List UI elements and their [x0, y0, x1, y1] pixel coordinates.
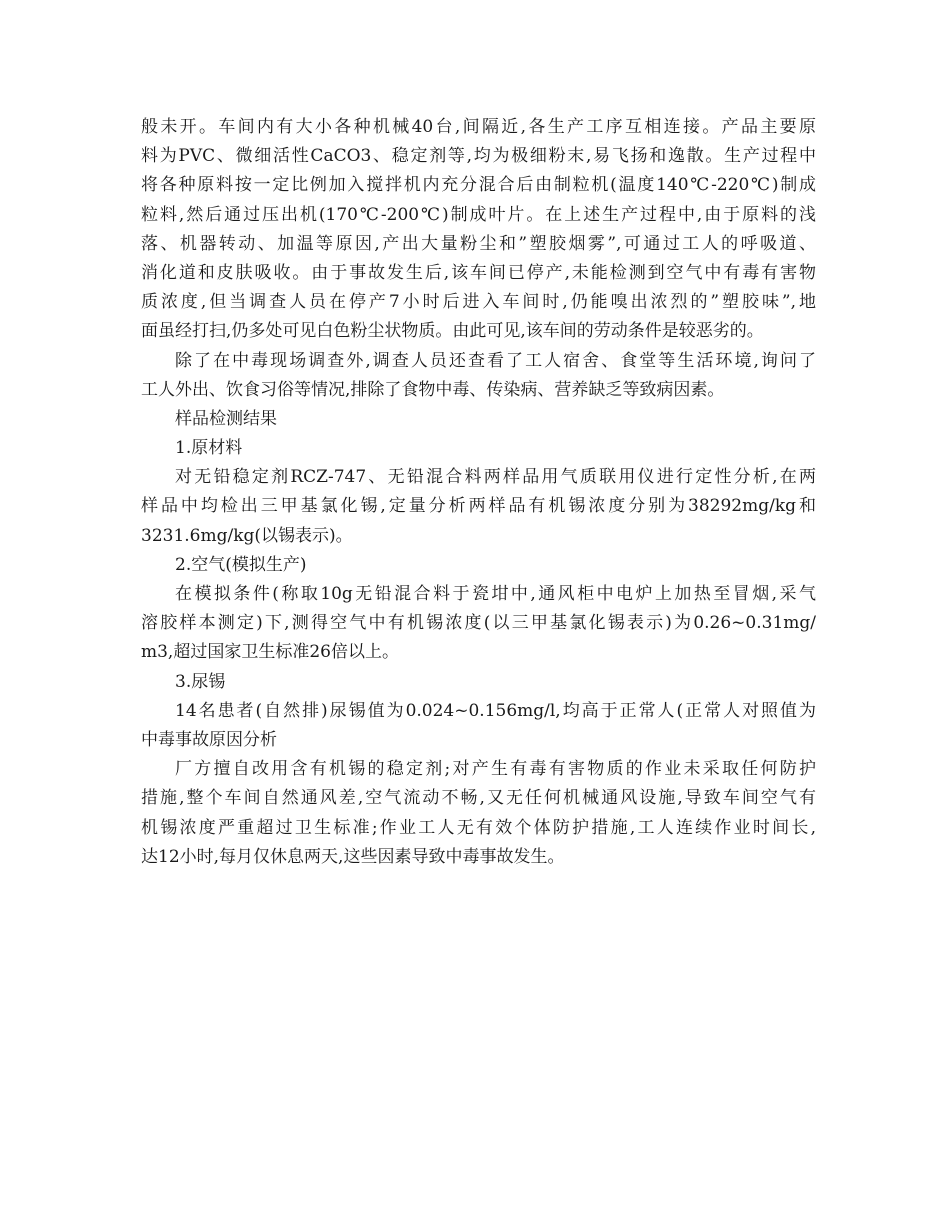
text-line: 达12小时,每月仅休息两天,这些因素导致中毒事故发生。 — [141, 846, 565, 867]
text-line: 质浓度,但当调查人员在停产7小时后进入车间时,仍能嗅出浓烈的”塑胶味”,地 — [141, 292, 816, 313]
text-line: 在模拟条件(称取10g无铅混合料于瓷坩中,通风柜中电炉上加热至冒烟,采气 — [175, 584, 816, 604]
text-line: 14名患者(自然排)尿锡值为0.024~0.156mg/l,均高于正常人(正常人对照值为 — [175, 700, 816, 721]
document-body — [141, 113, 816, 872]
text-line: 粒料,然后通过压出机(170℃-200℃)制成叶片。在上述生产过程中,由于原料的浅 — [141, 204, 816, 225]
text-line: 对无铅稳定剂RCZ-747、无铅混合料两样品用气质联用仪进行定性分析,在两 — [175, 467, 816, 488]
text-line: 3231.6mg/kg(以锡表示)。 — [141, 525, 353, 546]
text-line: 除了在中毒现场调查外,调查人员还查看了工人宿舍、食堂等生活环境,询问了 — [175, 350, 816, 371]
text-line: 溶胶样本测定)下,测得空气中有机锡浓度(以三甲基氯化锡表示)为0.26~0.31mg/ — [141, 613, 816, 634]
text-line: 样品检测结果 — [175, 408, 277, 429]
text-line: 般未开。车间内有大小各种机械40台,间隔近,各生产工序互相连接。产品主要原 — [141, 117, 816, 137]
text-line: 措施,整个车间自然通风差,空气流动不畅,又无任何机械通风设施,导致车间空气有 — [141, 788, 816, 809]
text-line: 料为PVC、微细活性CaCO3、稳定剂等,均为极细粉末,易飞扬和逸散。生产过程中 — [141, 146, 816, 167]
text-line: 面虽经打扫,仍多处可见白色粉尘状物质。由此可见,该车间的劳动条件是较恶劣的。 — [141, 321, 764, 342]
text-line: 消化道和皮肤吸收。由于事故发生后,该车间已停产,未能检测到空气中有毒有害物 — [141, 262, 816, 283]
text-line: 样品中均检出三甲基氯化锡,定量分析两样品有机锡浓度分别为38292mg/kg和 — [141, 496, 816, 517]
text-line: 将各种原料按一定比例加入搅拌机内充分混合后由制粒机(温度140℃-220℃)制成 — [141, 175, 816, 196]
text-line: 1.原材料 — [175, 438, 243, 459]
text-line: 2.空气(模拟生产) — [175, 554, 307, 575]
text-line: m3,超过国家卫生标准26倍以上。 — [141, 642, 399, 663]
text-line: 3.尿锡 — [175, 671, 226, 692]
text-line: 工人外出、饮食习俗等情况,排除了食物中毒、传染病、营养缺乏等致病因素。 — [141, 379, 725, 400]
text-line: 厂方擅自改用含有机锡的稳定剂;对产生有毒有害物质的作业未采取任何防护 — [175, 759, 816, 780]
text-line: 中毒事故原因分析 — [141, 729, 277, 750]
text-line: 落、机器转动、加温等原因,产出大量粉尘和”塑胶烟雾”,可通过工人的呼吸道、 — [141, 233, 816, 254]
text-line: 机锡浓度严重超过卫生标准;作业工人无有效个体防护措施,工人连续作业时间长, — [141, 817, 816, 838]
